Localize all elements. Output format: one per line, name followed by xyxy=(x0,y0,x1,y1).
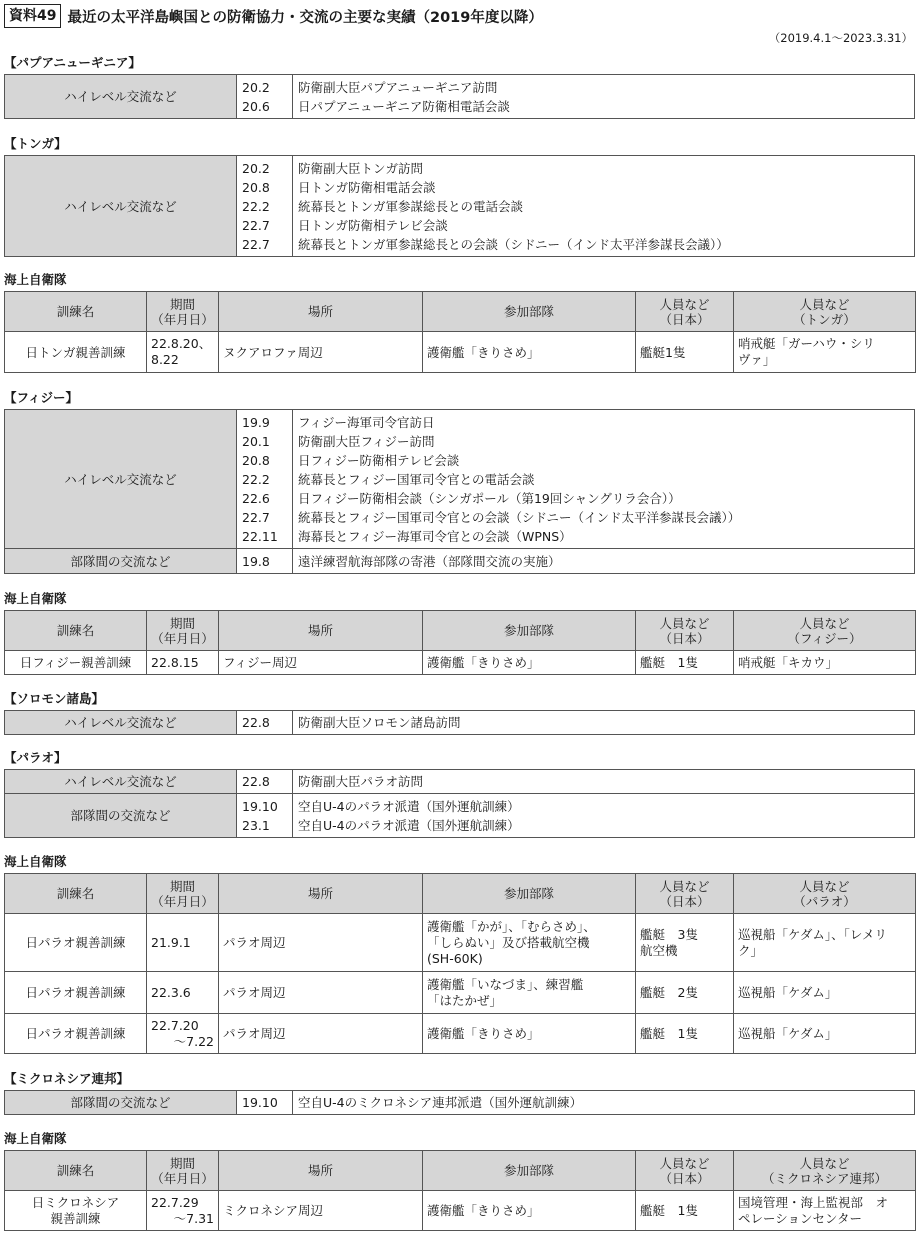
heading-msdf: 海上自衛隊 xyxy=(4,1131,67,1146)
col-personnel-partner xyxy=(734,874,916,914)
png-exchange-table xyxy=(4,74,915,119)
event: 統幕長とトンガ軍参謀総長との会談（シドニー（インド太平洋参謀長会議）） xyxy=(298,236,729,252)
col-period xyxy=(147,874,219,914)
date: 22.2 xyxy=(242,471,270,487)
training-period: 22.8.15 xyxy=(147,651,219,675)
partner-line: ペレーションセンター xyxy=(738,1210,863,1226)
event-cell: 防衛副大臣パラオ訪問 xyxy=(293,770,915,794)
col-period-sub: （年月日） xyxy=(151,1170,214,1186)
period-line: ～7.31 xyxy=(173,1210,214,1226)
col-training-name: 訓練名 xyxy=(5,1151,147,1191)
col-japan-sub: （日本） xyxy=(659,311,710,327)
date: 22.2 xyxy=(242,198,270,214)
event-cell: 防衛副大臣ソロモン諸島訪問 xyxy=(293,711,915,735)
training-partner: 巡視船「ケダム」 xyxy=(734,972,916,1014)
units-line: 「しらぬい」及び搭載航空機 xyxy=(427,934,590,950)
col-partner-sub: （トンガ） xyxy=(793,311,856,327)
col-period-label: 期間 xyxy=(169,615,195,631)
col-personnel-japan xyxy=(636,611,734,651)
col-japan-sub: （日本） xyxy=(659,630,710,646)
fiji-exchange-table xyxy=(4,409,915,574)
training-place: パラオ周辺 xyxy=(219,972,423,1014)
table-row xyxy=(5,651,916,675)
col-personnel-label: 人員など xyxy=(659,878,710,894)
tonga-training-table xyxy=(4,291,916,373)
training-period xyxy=(147,332,219,373)
training-place: フィジー周辺 xyxy=(219,651,423,675)
col-place: 場所 xyxy=(219,611,423,651)
units-line: 護衛艦「かが」、「むらさめ」、 xyxy=(427,918,596,934)
micronesia-exchange-table xyxy=(4,1090,915,1115)
col-place: 場所 xyxy=(219,292,423,332)
partner-line: 巡視船「ケダム」、「レメリ xyxy=(738,926,888,942)
training-name: 日パラオ親善訓練 xyxy=(5,972,147,1014)
period-line: 22.7.29 xyxy=(151,1194,199,1210)
heading-fiji: 【フィジー】 xyxy=(4,390,79,405)
event-cell xyxy=(293,410,915,549)
training-period xyxy=(147,972,219,1014)
date-cell xyxy=(237,75,293,119)
col-period xyxy=(147,292,219,332)
date: 20.6 xyxy=(242,98,270,114)
date: 22.6 xyxy=(242,490,270,506)
col-japan-sub: （日本） xyxy=(659,1170,710,1186)
col-period-sub: （年月日） xyxy=(151,630,214,646)
col-period xyxy=(147,611,219,651)
date-cell xyxy=(237,410,293,549)
training-period xyxy=(147,914,219,972)
category-cell: ハイレベル交流など xyxy=(5,156,237,257)
training-partner xyxy=(734,914,916,972)
event: 海幕長とフィジー海軍司令官との会談（WPNS） xyxy=(298,528,572,544)
col-personnel-label: 人員など xyxy=(659,296,710,312)
units-line: (SH-60K) xyxy=(427,950,483,966)
date: 20.1 xyxy=(242,433,270,449)
heading-msdf: 海上自衛隊 xyxy=(4,591,67,606)
col-personnel-label: 人員など xyxy=(799,296,850,312)
col-partner-sub: （フィジー） xyxy=(787,630,862,646)
heading-micronesia: 【ミクロネシア連邦】 xyxy=(4,1071,130,1086)
event: 空自U-4のパラオ派遣（国外運航訓練） xyxy=(298,817,520,833)
training-name: 日フィジー親善訓練 xyxy=(5,651,147,675)
col-units: 参加部隊 xyxy=(423,292,636,332)
period-line: 21.9.1 xyxy=(151,934,191,950)
event: 日パプアニューギニア防衛相電話会談 xyxy=(298,98,510,114)
units-line: 「はたかぜ」 xyxy=(427,992,503,1008)
col-japan-sub: （日本） xyxy=(659,893,710,909)
col-personnel-label: 人員など xyxy=(799,615,850,631)
category-cell: 部隊間の交流など xyxy=(5,1091,237,1115)
training-units xyxy=(423,972,636,1014)
japan-line: 航空機 xyxy=(640,942,678,958)
col-personnel-label: 人員など xyxy=(799,1155,850,1171)
training-place: ミクロネシア周辺 xyxy=(219,1191,423,1231)
date-cell xyxy=(237,156,293,257)
period-line: ～7.22 xyxy=(173,1033,214,1049)
date: 20.8 xyxy=(242,179,270,195)
event: 空自U-4のパラオ派遣（国外運航訓練） xyxy=(298,798,520,814)
col-training-name: 訓練名 xyxy=(5,292,147,332)
category-cell: 部隊間の交流など xyxy=(5,794,237,838)
date: 22.11 xyxy=(242,528,278,544)
training-place: パラオ周辺 xyxy=(219,914,423,972)
date: 23.1 xyxy=(242,817,270,833)
date-cell: 22.8 xyxy=(237,770,293,794)
date: 19.9 xyxy=(242,414,270,430)
event: 統幕長とフィジー国軍司令官との会談（シドニー（インド太平洋参謀長会議）） xyxy=(298,509,741,525)
page-header xyxy=(4,4,543,28)
date: 22.7 xyxy=(242,217,270,233)
palau-training-table xyxy=(4,873,916,1054)
training-name: 日トンガ親善訓練 xyxy=(5,332,147,373)
date-range: （2019.4.1～2023.3.31） xyxy=(768,31,913,45)
partner-line: 哨戒艇「ガーハウ・シリ xyxy=(738,336,875,351)
col-personnel-label: 人員など xyxy=(799,878,850,894)
event-cell xyxy=(293,794,915,838)
training-name: 日パラオ親善訓練 xyxy=(5,914,147,972)
col-period-sub: （年月日） xyxy=(151,893,214,909)
date: 20.2 xyxy=(242,79,270,95)
heading-msdf: 海上自衛隊 xyxy=(4,854,67,869)
training-japan: 艦艇 1隻 xyxy=(636,651,734,675)
col-partner-sub: （ミクロネシア連邦） xyxy=(761,1170,887,1186)
micronesia-training-table xyxy=(4,1150,916,1231)
training-partner: 哨戒艇「キカウ」 xyxy=(734,651,916,675)
training-units: 護衛艦「きりさめ」 xyxy=(423,1191,636,1231)
col-personnel-label: 人員など xyxy=(659,1155,710,1171)
heading-tonga: 【トンガ】 xyxy=(4,136,67,151)
event: フィジー海軍司令官訪日 xyxy=(298,414,435,430)
partner-line: ク」 xyxy=(738,942,764,958)
col-place: 場所 xyxy=(219,1151,423,1191)
col-training-name: 訓練名 xyxy=(5,874,147,914)
date: 19.10 xyxy=(242,798,278,814)
date: 22.7 xyxy=(242,509,270,525)
col-partner-sub: （パラオ） xyxy=(793,893,856,909)
col-period-label: 期間 xyxy=(169,878,195,894)
event: 統幕長とフィジー国軍司令官との電話会談 xyxy=(298,471,535,487)
heading-msdf: 海上自衛隊 xyxy=(4,272,67,287)
training-name xyxy=(5,1191,147,1231)
partner-line: ヴァ」 xyxy=(738,352,776,367)
heading-papua-new-guinea: 【パプアニューギニア】 xyxy=(4,55,141,70)
event: 日トンガ防衛相電話会談 xyxy=(298,179,436,195)
event: 日フィジー防衛相会談（シンガポール（第19回シャングリラ会合）） xyxy=(298,490,681,506)
event: 日フィジー防衛相テレビ会談 xyxy=(298,452,460,468)
page-title: 最近の太平洋島嶼国との防衛協力・交流の主要な実績（2019年度以降） xyxy=(67,9,543,26)
period-line: 8.22 xyxy=(151,352,179,367)
category-cell: ハイレベル交流など xyxy=(5,770,237,794)
date: 20.8 xyxy=(242,452,270,468)
col-personnel-partner xyxy=(734,292,916,332)
event-cell xyxy=(293,75,915,119)
col-period xyxy=(147,1151,219,1191)
event: 防衛副大臣パプアニューギニア訪問 xyxy=(298,79,498,95)
event: 防衛副大臣トンガ訪問 xyxy=(298,160,424,176)
event-cell: 空自U-4のミクロネシア連邦派遣（国外運航訓練） xyxy=(293,1091,915,1115)
col-personnel-japan xyxy=(636,292,734,332)
col-personnel-label: 人員など xyxy=(659,615,710,631)
col-units: 参加部隊 xyxy=(423,874,636,914)
date: 22.7 xyxy=(242,236,270,252)
name-line: 日ミクロネシア xyxy=(31,1194,120,1210)
training-place: ヌクアロファ周辺 xyxy=(219,332,423,373)
col-personnel-japan xyxy=(636,1151,734,1191)
table-row xyxy=(5,1014,916,1054)
training-partner: 巡視船「ケダム」 xyxy=(734,1014,916,1054)
units-line: 護衛艦「いなづま」、練習艦 xyxy=(427,976,584,992)
col-period-label: 期間 xyxy=(169,1155,195,1171)
date-cell: 22.8 xyxy=(237,711,293,735)
category-cell: ハイレベル交流など xyxy=(5,711,237,735)
period-line: 22.7.20 xyxy=(151,1017,199,1033)
training-units xyxy=(423,914,636,972)
col-personnel-partner xyxy=(734,1151,916,1191)
name-line: 親善訓練 xyxy=(50,1210,101,1226)
category-cell: ハイレベル交流など xyxy=(5,75,237,119)
period-line: 22.3.6 xyxy=(151,984,191,1000)
date: 20.2 xyxy=(242,160,270,176)
heading-palau: 【パラオ】 xyxy=(4,750,67,765)
training-japan: 艦艇 1隻 xyxy=(636,1014,734,1054)
training-japan xyxy=(636,914,734,972)
date-cell: 19.10 xyxy=(237,1091,293,1115)
training-japan: 艦艇1隻 xyxy=(636,332,734,373)
col-period-label: 期間 xyxy=(169,296,195,312)
event: 防衛副大臣フィジー訪問 xyxy=(298,433,435,449)
tonga-exchange-table xyxy=(4,155,915,257)
training-japan: 艦艇 2隻 xyxy=(636,972,734,1014)
event: 統幕長とトンガ軍参謀総長との電話会談 xyxy=(298,198,524,214)
period-line: 22.8.20、 xyxy=(151,336,212,351)
date-cell: 19.8 xyxy=(237,549,293,574)
document-number: 資料49 xyxy=(4,4,61,28)
training-name: 日パラオ親善訓練 xyxy=(5,1014,147,1054)
partner-line: 国境管理・海上監視部 オ xyxy=(738,1194,889,1210)
solomon-exchange-table xyxy=(4,710,915,735)
training-units: 護衛艦「きりさめ」 xyxy=(423,651,636,675)
col-training-name: 訓練名 xyxy=(5,611,147,651)
training-japan: 艦艇 1隻 xyxy=(636,1191,734,1231)
table-row xyxy=(5,332,916,373)
table-row xyxy=(5,914,916,972)
japan-line: 艦艇 3隻 xyxy=(640,926,698,942)
training-units: 護衛艦「きりさめ」 xyxy=(423,1014,636,1054)
training-units: 護衛艦「きりさめ」 xyxy=(423,332,636,373)
palau-exchange-table xyxy=(4,769,915,838)
heading-solomon-islands: 【ソロモン諸島】 xyxy=(4,691,105,706)
event-cell xyxy=(293,156,915,257)
date-cell xyxy=(237,794,293,838)
training-period xyxy=(147,1014,219,1054)
col-personnel-partner xyxy=(734,611,916,651)
col-personnel-japan xyxy=(636,874,734,914)
event: 日トンガ防衛相テレビ会談 xyxy=(298,217,448,233)
training-place: パラオ周辺 xyxy=(219,1014,423,1054)
col-place: 場所 xyxy=(219,874,423,914)
col-units: 参加部隊 xyxy=(423,611,636,651)
category-cell: ハイレベル交流など xyxy=(5,410,237,549)
training-period xyxy=(147,1191,219,1231)
col-units: 参加部隊 xyxy=(423,1151,636,1191)
table-row xyxy=(5,972,916,1014)
fiji-training-table xyxy=(4,610,916,675)
training-partner xyxy=(734,1191,916,1231)
category-cell: 部隊間の交流など xyxy=(5,549,237,574)
event-cell: 遠洋練習航海部隊の寄港（部隊間交流の実施） xyxy=(293,549,915,574)
table-row xyxy=(5,1191,916,1231)
col-period-sub: （年月日） xyxy=(151,311,214,327)
training-partner xyxy=(734,332,916,373)
